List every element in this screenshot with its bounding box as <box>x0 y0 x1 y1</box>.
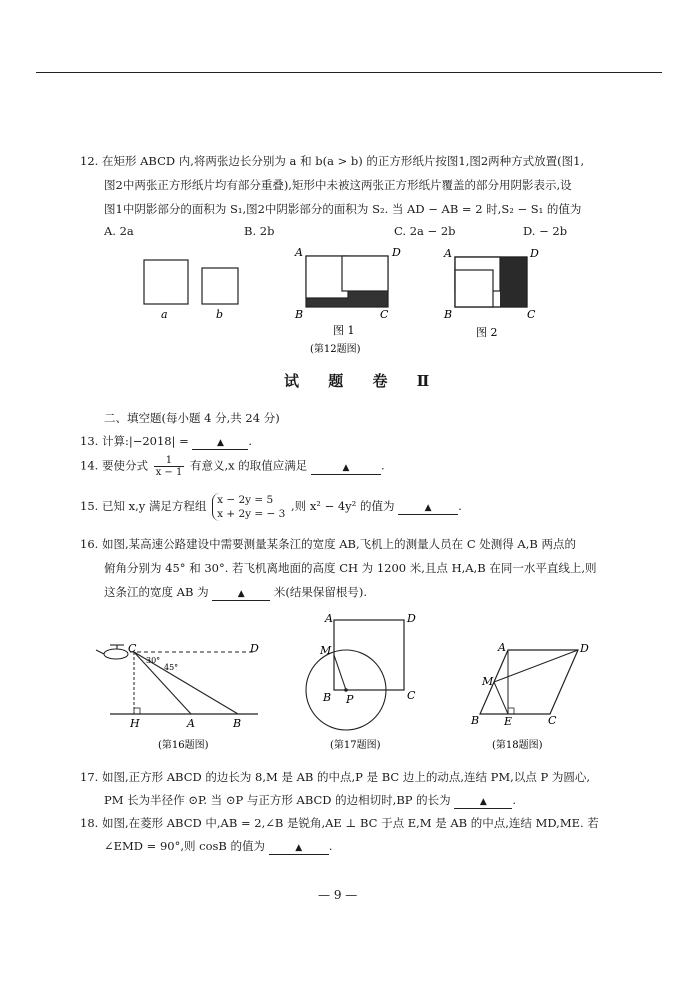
q13-answer-blank[interactable]: ▲ <box>192 437 248 450</box>
fig17-point-c: C <box>407 689 416 702</box>
fig2-point-c: C <box>527 308 536 321</box>
q15-post: ,则 x² − 4y² 的值为 <box>291 499 395 513</box>
page-number: — 9 — <box>318 888 358 902</box>
fig2-point-a: A <box>444 247 452 260</box>
fig1-point-c: C <box>380 308 389 321</box>
q18-line2-pre: ∠EMD = 90°,则 cosB 的值为 <box>104 839 266 853</box>
fig16-point-a: A <box>187 717 195 730</box>
fig1-point-d: D <box>392 246 401 259</box>
q13: 13. 计算:|−2018| = ▲ . <box>80 434 253 448</box>
q12-figures <box>130 242 570 360</box>
q13-text: 13. 计算:|−2018| = <box>80 434 189 448</box>
q18-line1: 18. 如图,在菱形 ABCD 中,AB = 2,∠B 是锐角,AE ⊥ BC 于点 E,M 是 AB 的中点,连结 MD,ME. 若 <box>80 816 599 830</box>
fig17 <box>300 610 440 752</box>
fig2-label: 图 2 <box>476 326 498 339</box>
fig1-label: 图 1 <box>333 324 355 337</box>
q17-line2-pre: PM 长为半径作 ⊙P. 当 ⊙P 与正方形 ABCD 的边相切时,BP 的长为 <box>104 793 451 807</box>
fig17-point-d: D <box>407 612 416 625</box>
header-rule <box>36 72 662 73</box>
q18-line2: ∠EMD = 90°,则 cosB 的值为 ▲ . <box>104 839 333 853</box>
fig1-shade-bottom <box>306 298 388 307</box>
fig2-point-b: B <box>444 308 453 321</box>
fig17-caption: (第17题图) <box>330 740 381 751</box>
fig17-point-a: A <box>325 612 333 625</box>
q14-denominator: x − 1 <box>155 467 183 478</box>
q12-option-a: A. 2a <box>104 224 134 238</box>
fig17-point-p: P <box>346 693 354 706</box>
fig16-point-d: D <box>250 642 259 655</box>
label-b: b <box>216 308 224 321</box>
fig16-caption: (第16题图) <box>158 740 209 751</box>
q12-option-d: D. − 2b <box>523 224 568 238</box>
q15-eq1: x − 2y = 5 <box>217 494 274 506</box>
q12-option-b: B. 2b <box>244 224 275 238</box>
fig16-point-c: C <box>128 642 137 655</box>
q15-pre: 15. 已知 x,y 满足方程组 <box>80 499 207 513</box>
airplane-icon <box>96 645 128 659</box>
q16-line3-pre: 这条江的宽度 AB 为 <box>104 585 209 599</box>
q14-pre: 14. 要使分式 <box>80 458 148 473</box>
q15: 15. 已知 x,y 满足方程组 x − 2y = 5 x + 2y = − 3 ,则 x² − 4y² 的值为 ▲ . <box>80 494 462 520</box>
q16-line3 <box>104 584 367 601</box>
fig18-point-c: C <box>548 714 557 727</box>
fig16-point-b: B <box>233 717 242 730</box>
q12-line3: 图1中阴影部分的面积为 S₁,图2中阴影部分的面积为 S₂. 当 AD − AB = 2 时,S₂ − S₁ 的值为 <box>104 202 582 216</box>
fig18-point-b: B <box>471 714 480 727</box>
fig1-point-a: A <box>295 246 303 259</box>
q12-line1: 12. 在矩形 ABCD 内,将两张边长分别为 a 和 b(a > b) 的正方形纸片按图1,图2两种方式放置(图1, <box>80 154 585 168</box>
q17-answer-blank[interactable]: ▲ <box>454 796 512 809</box>
q15-answer-blank[interactable]: ▲ <box>398 502 458 515</box>
q17-line1: 17. 如图,正方形 ABCD 的边长为 8,M 是 AB 的中点,P 是 BC 边上的动点,连结 PM,以点 P 为圆心, <box>80 770 591 784</box>
fig16-angle-30: 30° <box>146 656 161 665</box>
fig16-angle-45: 45° <box>164 663 179 672</box>
fig16 <box>90 630 270 752</box>
fig18-point-d: D <box>580 642 589 655</box>
q16-line3-post: 米(结果保留根号). <box>273 585 368 599</box>
q14: 14. 要使分式 $\frac{1}{x - 1}$ 有意义,x 的取值应满足 ▲ . <box>80 455 385 478</box>
q15-eq2: x + 2y = − 3 <box>217 508 286 520</box>
fig18 <box>466 638 606 752</box>
q16-line2: 俯角分别为 45° 和 30°. 若飞机离地面的高度 CH 为 1200 米,且点 H,A,B 在同一水平直线上,则 <box>104 561 597 575</box>
fig18-caption: (第18题图) <box>492 740 543 751</box>
q15-equation-system <box>212 493 285 521</box>
q18-answer-blank[interactable]: ▲ <box>269 842 329 855</box>
fig18-point-e: E <box>504 715 513 728</box>
q16-answer-blank[interactable]: ▲ <box>212 588 270 601</box>
fig1-square-b <box>342 256 388 291</box>
q12-line2: 图2中两张正方形纸片均有部分重叠),矩形中未被这两张正方形纸片覆盖的部分用阴影表示,设 <box>104 178 572 192</box>
square-a <box>144 260 188 304</box>
fig1-point-b: B <box>295 308 304 321</box>
q12-option-c: C. 2a − 2b <box>394 224 456 238</box>
fig2-point-d: D <box>530 247 539 260</box>
square-b <box>202 268 238 304</box>
q16-line1: 16. 如图,某高速公路建设中需要测量某条江的宽度 AB,飞机上的测量人员在 C 处测得 A,B 两点的 <box>80 537 576 551</box>
fig2-shade <box>500 257 527 307</box>
label-a: a <box>161 308 168 321</box>
figure-2 <box>443 247 539 339</box>
q14-answer-blank[interactable]: ▲ <box>311 462 381 475</box>
fig16-point-h: H <box>130 717 140 730</box>
fig17-point-b: B <box>323 691 332 704</box>
fig18-point-m: M <box>482 675 494 688</box>
q17-line2: PM 长为半径作 ⊙P. 当 ⊙P 与正方形 ABCD 的边相切时,BP 的长为 ▲ . <box>104 793 516 807</box>
fig17-point-m: M <box>320 644 332 657</box>
fig2-square-a <box>455 270 493 307</box>
q14-numerator: 1 <box>154 455 185 467</box>
section2-header: 二、填空题(每小题 4 分,共 24 分) <box>104 411 280 425</box>
q14-post: 有意义,x 的取值应满足 <box>190 458 308 473</box>
fig18-point-a: A <box>498 641 506 654</box>
fig1-shade-right <box>342 291 388 298</box>
q14-fraction <box>154 455 185 478</box>
figure-1 <box>294 246 401 337</box>
section-title: 试 题 卷 Ⅱ <box>284 372 442 390</box>
q12-caption: (第12题图) <box>310 344 361 355</box>
